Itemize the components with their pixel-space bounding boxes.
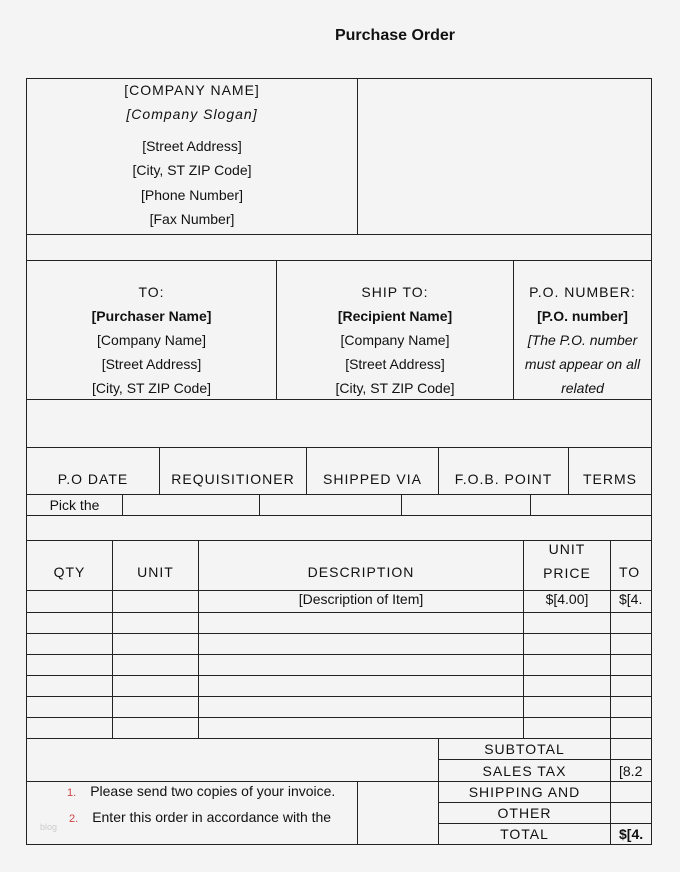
item-total-cell[interactable] [610,633,652,655]
shipping-value [610,781,652,803]
header-fob-point: F.O.B. POINT [438,447,569,495]
po-note-3: related [561,380,604,396]
item-description-cell[interactable] [198,717,524,739]
item-total-cell[interactable] [610,717,652,739]
total-value: $[4. [610,823,652,845]
item-unit-cell[interactable] [112,696,199,718]
company-street: [Street Address] [142,138,242,154]
other-value [610,802,652,824]
item-description-cell[interactable] [198,612,524,634]
item-total-cell[interactable] [610,612,652,634]
watermark: blog [40,822,58,832]
item-qty-cell[interactable] [26,612,113,634]
note-text: Please send two copies of your invoice. [90,783,336,799]
po-label: P.O. NUMBER: [529,284,636,300]
item-qty-cell[interactable] [26,696,113,718]
to-street: [Street Address] [101,356,202,372]
total-label: TOTAL [438,823,611,845]
other-label: OTHER [438,802,611,824]
item-description-cell[interactable] [198,654,524,676]
sales-tax-value: [8.2 [610,759,652,782]
header-terms: TERMS [568,447,652,495]
po-value: [P.O. number] [537,308,628,324]
item-total-cell[interactable] [610,654,652,676]
col-total: TO [610,540,652,591]
blank-cell [26,738,439,782]
company-slogan: [Company Slogan] [126,106,258,122]
fob-point-input[interactable] [401,494,531,516]
terms-input[interactable] [530,494,652,516]
po-note-2: must appear on all [524,356,641,372]
subtotal-label: SUBTOTAL [438,738,611,760]
notes-cell [26,781,358,845]
ship-to-name: [Recipient Name] [337,308,453,324]
item-description-cell[interactable] [198,696,524,718]
requisitioner-input[interactable] [122,494,260,516]
header-po-date: P.O DATE [26,447,160,495]
note-2 [69,809,331,825]
col-unit-price [523,540,611,591]
item-unit-price-cell[interactable] [523,696,611,718]
spacer-row [26,515,652,541]
note-number: 2. [69,813,79,825]
subtotal-value [610,738,652,760]
item-unit-cell[interactable] [112,717,199,739]
shipped-via-input[interactable] [259,494,402,516]
spacer-row [26,399,652,448]
item-qty-cell[interactable] [26,633,113,655]
item-unit-cell[interactable] [112,633,199,655]
item-unit-cell[interactable] [112,654,199,676]
item-unit-price-cell[interactable] [523,612,611,634]
item-unit-price-cell[interactable]: $[4.00] [523,590,611,613]
to-name: [Purchaser Name] [91,308,212,324]
blank-cell [357,781,439,845]
item-total-cell[interactable] [610,675,652,697]
item-qty-cell[interactable] [26,590,113,613]
note-text: Enter this order in accordance with the [92,809,332,825]
po-date-input[interactable]: Pick the [26,494,123,516]
header-shipped-via: SHIPPED VIA [306,447,439,495]
item-total-cell[interactable]: $[4. [610,590,652,613]
to-cell [26,260,277,400]
ship-to-cell [276,260,514,400]
item-description-cell[interactable] [198,633,524,655]
company-city: [City, ST ZIP Code] [132,162,252,178]
item-total-cell[interactable] [610,696,652,718]
ship-to-street: [Street Address] [345,356,445,372]
item-unit-price-cell[interactable] [523,675,611,697]
item-unit-cell[interactable] [112,612,199,634]
col-unit-price-line2: PRICE [543,565,591,581]
to-label: TO: [138,284,165,300]
ship-to-city: [City, ST ZIP Code] [335,380,455,396]
col-unit: UNIT [112,540,199,591]
spacer-row [26,234,652,261]
ship-to-company: [Company Name] [340,332,450,348]
po-note-1: [The P.O. number [527,332,638,348]
page-title: Purchase Order [334,27,456,44]
col-unit-price-line1: UNIT [548,541,586,557]
col-qty: QTY [26,540,113,591]
note-number: 1. [67,787,77,799]
company-phone: [Phone Number] [141,187,243,203]
item-unit-price-cell[interactable] [523,654,611,676]
company-name: [COMPANY NAME] [124,82,260,98]
item-unit-cell[interactable] [112,675,199,697]
header-requisitioner: REQUISITIONER [159,447,307,495]
col-description: DESCRIPTION [198,540,524,591]
item-description-cell[interactable]: [Description of Item] [198,590,524,613]
shipping-label: SHIPPING AND [438,781,611,803]
item-unit-price-cell[interactable] [523,717,611,739]
note-1 [67,783,335,799]
item-qty-cell[interactable] [26,675,113,697]
item-qty-cell[interactable] [26,717,113,739]
to-city: [City, ST ZIP Code] [91,380,212,396]
item-unit-price-cell[interactable] [523,633,611,655]
company-info-cell [26,78,358,235]
logo-cell [357,78,652,235]
po-number-cell [513,260,652,400]
item-description-cell[interactable] [198,675,524,697]
item-qty-cell[interactable] [26,654,113,676]
company-fax: [Fax Number] [149,211,235,227]
to-company: [Company Name] [97,332,206,348]
item-unit-cell[interactable] [112,590,199,613]
sales-tax-label: SALES TAX [438,759,611,782]
ship-to-label: SHIP TO: [361,284,429,300]
